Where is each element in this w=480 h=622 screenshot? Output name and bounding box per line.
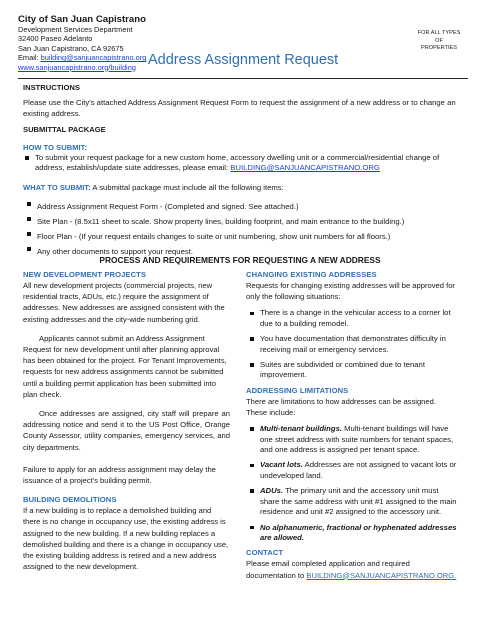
what-to-submit-text: A submittal package must include all the following items: xyxy=(92,182,284,192)
organization-name: City of San Juan Capistrano xyxy=(18,14,146,25)
list-item: There is a change in the vehicular access to a corner lot due to a building remodel. xyxy=(246,308,459,329)
how-to-submit-text: To submit your request package for a new custom home, accessory dwelling unit or a commercial/residential change of address, establish/update suite addresses, please email: xyxy=(35,153,440,173)
right-column xyxy=(246,270,459,581)
list-item: Floor Plan - (If your request entails changes to suite or unit numbering, show unit numbers for all floors.) xyxy=(23,229,463,244)
list-item: You have documentation that demonstrates difficulty in receiving mail or emergency services. xyxy=(246,334,459,355)
instructions-heading: INSTRUCTIONS xyxy=(23,83,80,92)
header-divider xyxy=(18,78,468,79)
limitation-label: ADUs. xyxy=(260,486,284,496)
email-link[interactable]: building@sanjuancapistrano.org xyxy=(40,53,147,63)
contact-body: Please email completed application and required documentation to xyxy=(246,559,410,580)
property-types-note xyxy=(410,30,468,53)
street-address: 32400 Paseo Adelanto xyxy=(18,34,93,44)
limitation-label: Vacant lots. xyxy=(260,460,303,470)
list-item xyxy=(246,424,459,455)
submittal-heading: SUBMITTAL PACKAGE xyxy=(23,125,106,134)
changing-addresses-heading: CHANGING EXISTING ADDRESSES xyxy=(246,270,377,279)
what-to-submit-heading: WHAT TO SUBMIT: xyxy=(23,182,91,192)
list-item: Any other documents to support your request. xyxy=(23,244,463,259)
types-line-1: FOR ALL TYPES xyxy=(417,30,461,36)
limitations-heading: ADDRESSING LIMITATIONS xyxy=(246,385,349,395)
process-section-title: PROCESS AND REQUIREMENTS FOR REQUESTING A NEW ADDRESS xyxy=(99,255,381,265)
limitation-text: Multi-tenant buildings will have one street address with suite numbers for tenant spaces, and one address is assigned per tenant space. xyxy=(260,424,454,455)
letterhead xyxy=(18,14,468,78)
new-development-p2: Applicants cannot submit an Address Assignment Request for new development until after planning approval has been obtained for the project. For Tenant Improvements, requests for new address assignments cannot be submitted until a building permit application has been submitted into plan check. xyxy=(23,333,227,399)
how-to-submit-heading: HOW TO SUBMIT: xyxy=(23,143,87,152)
limitation-label: Multi-tenant buildings. xyxy=(260,424,342,434)
city-address: San Juan Capistrano, CA 92675 xyxy=(18,43,124,53)
how-to-submit-item xyxy=(23,153,463,174)
new-development-p4: Failure to apply for an address assignment may delay the issuance of a project's building permit. xyxy=(23,464,216,486)
contact-heading: CONTACT xyxy=(246,548,284,558)
how-to-submit-list xyxy=(23,153,463,174)
contact-email-link[interactable]: BUILDING@SANJUANCAPISTRANO.ORG. xyxy=(306,570,457,580)
instructions-text: Please use the City's attached Address Assignment Request Form to request the assignment of a new address or to change an existing address. xyxy=(23,98,456,118)
limitations-list xyxy=(246,424,459,543)
website-link[interactable]: www.sanjuancapistrano.org/building xyxy=(18,62,136,72)
limitations-intro: There are limitations to how addresses can be assigned. These include: xyxy=(246,396,436,418)
demolitions-text: If a new building is to replace a demolished building and there is no change in occupancy use, the existing address is assigned to the new building. If a new building replaces a demolished building and there is a change in occupancy use, the existing building address is retired and a new address assigned to the new development. xyxy=(23,506,229,572)
list-item xyxy=(246,460,459,481)
submittal-items-list xyxy=(23,199,463,259)
types-line-2: OF xyxy=(435,37,443,44)
document-title: Address Assignment Request xyxy=(148,52,339,68)
new-development-heading: NEW DEVELOPMENT PROJECTS xyxy=(23,270,147,279)
list-item: Suites are subdivided or combined due to tenant improvement. xyxy=(246,360,459,381)
email-prefix: Email: xyxy=(18,53,39,63)
list-item: Address Assignment Request Form - (Completed and signed. See attached.) xyxy=(23,199,463,214)
changing-addresses-intro: Requests for changing existing addresses will be approved for only the following situations: xyxy=(246,281,455,302)
list-item xyxy=(246,523,459,544)
limitation-text: The primary unit and the accessory unit must share the same address with unit #1 assigned to the main residence and unit #2 assigned to the accessory unit. xyxy=(260,486,457,517)
left-column xyxy=(23,270,230,572)
contact-text xyxy=(246,558,459,580)
department-name: Development Services Department xyxy=(18,25,133,34)
list-item: Site Plan - (8.5x11 sheet to scale. Show property lines, building footprint, and main entrance to the building.) xyxy=(23,214,463,229)
limitation-label: No alphanumeric, fractional or hyphenated addresses are allowed. xyxy=(260,522,457,542)
new-development-p3: Once addresses are assigned, city staff will prepare an addressing notice and send it to the US Post Office, Orange County Assessor, utility companies, emergency services, and city departments. xyxy=(23,409,230,452)
limitation-text: Addresses are not assigned to vacant lots or undeveloped land. xyxy=(260,460,457,480)
changing-addresses-list xyxy=(246,308,459,380)
what-to-submit-line xyxy=(23,182,463,193)
list-item xyxy=(246,486,459,517)
types-line-3: PROPERTIES xyxy=(421,45,457,52)
new-development-p1: All new development projects (commercial projects, new residential tracts, ADUs, etc.) require the assignment of addresses. New addresses are assigned consistent with the existing addresses and the city-wide numbering grid. xyxy=(23,281,225,324)
demolitions-heading: BUILDING DEMOLITIONS xyxy=(23,495,117,505)
submit-email-link[interactable]: BUILDING@SANJUANCAPISTRANO.ORG xyxy=(230,163,380,173)
instructions-section xyxy=(23,83,463,259)
